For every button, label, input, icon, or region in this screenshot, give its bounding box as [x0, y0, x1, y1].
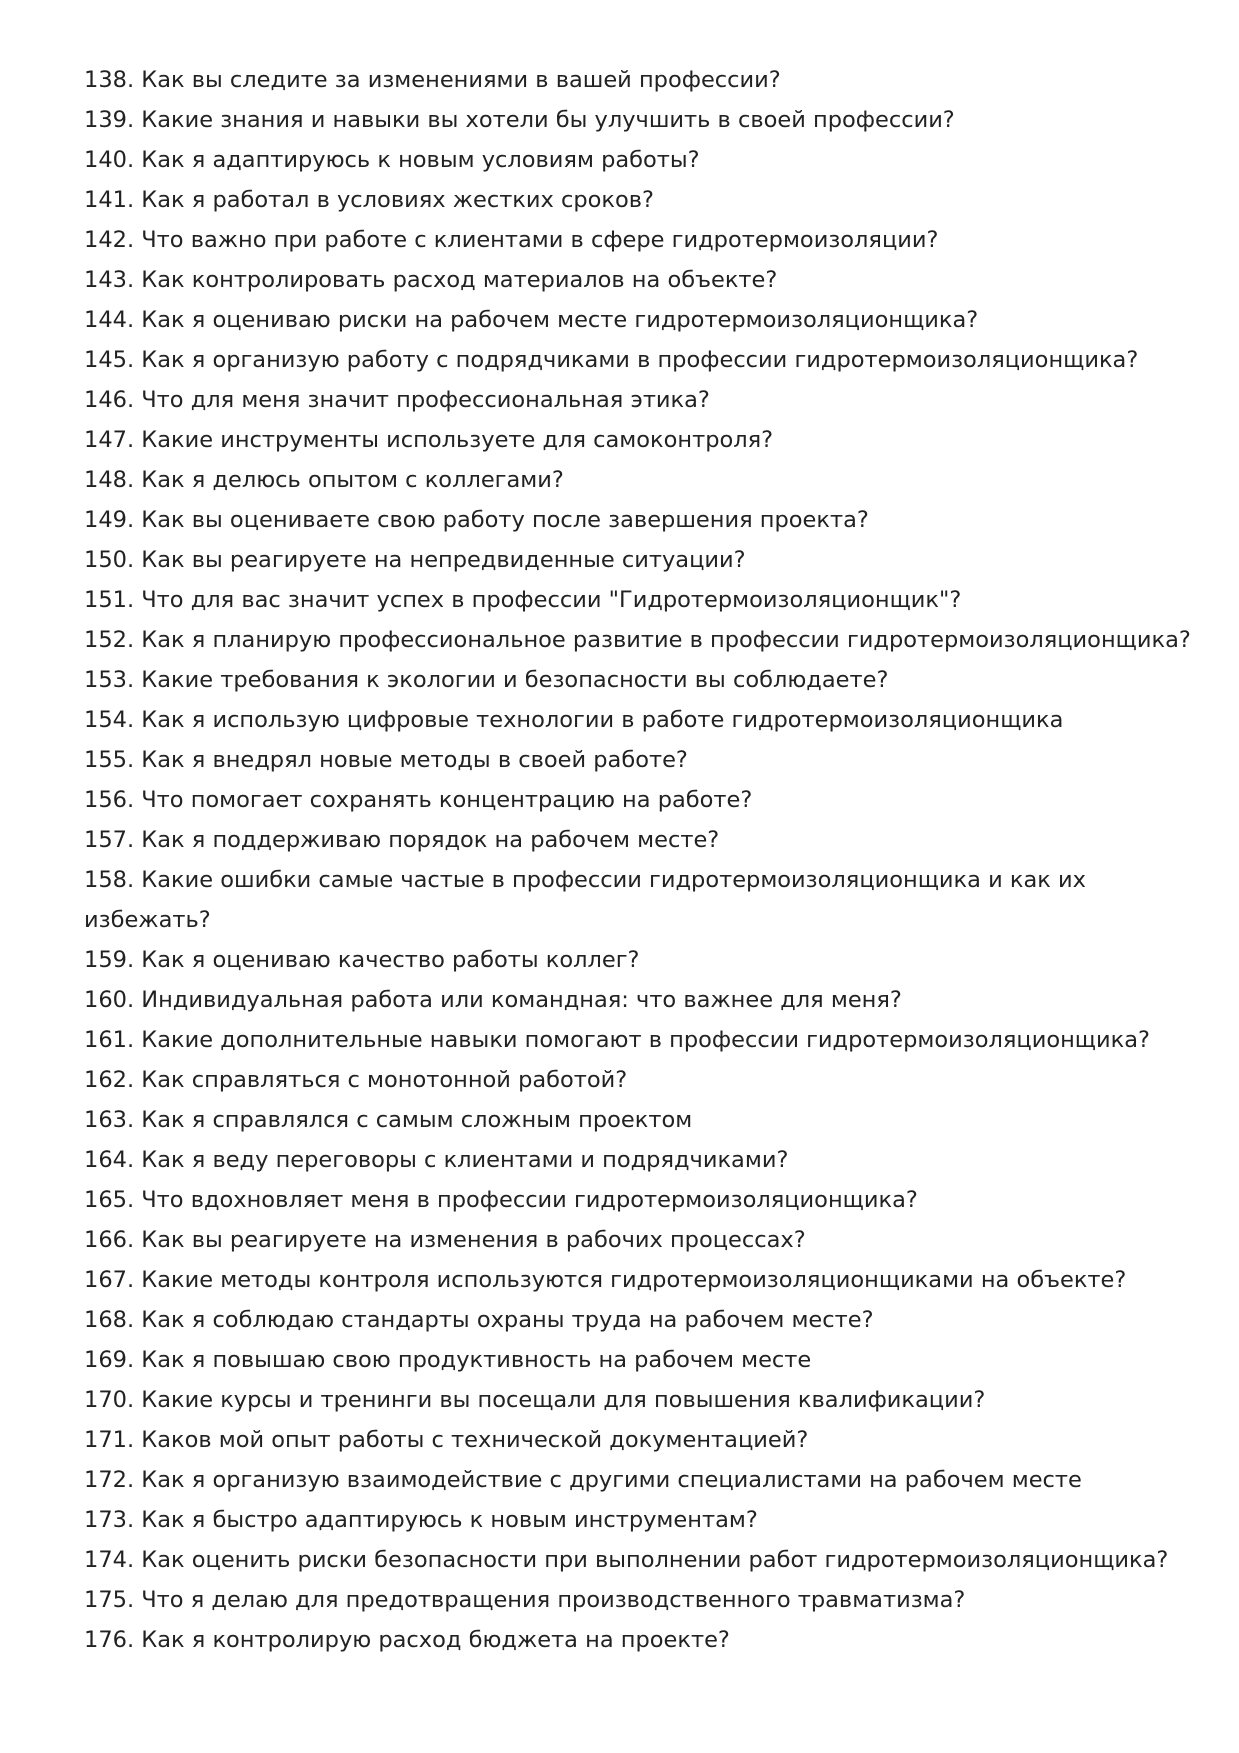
question-text: 168. Как я соблюдаю стандарты охраны труда на рабочем месте?: [84, 1307, 874, 1333]
question-item: [84, 1220, 1164, 1260]
question-item: [84, 580, 1164, 620]
question-item: [84, 1580, 1164, 1620]
question-text: 153. Какие требования к экологии и безопасности вы соблюдаете?: [84, 667, 889, 693]
question-text: избежать?: [84, 907, 211, 933]
question-text: 169. Как я повышаю свою продуктивность на рабочем месте: [84, 1347, 812, 1373]
question-text: 158. Какие ошибки самые частые в профессии гидротермоизоляционщика и как их: [84, 867, 1086, 893]
question-item: [84, 380, 1164, 420]
question-text: 141. Как я работал в условиях жестких сроков?: [84, 187, 654, 213]
question-item: [84, 100, 1164, 140]
question-item: [84, 260, 1164, 300]
question-item: [84, 460, 1164, 500]
question-item: [84, 540, 1164, 580]
question-text: 160. Индивидуальная работа или командная: что важнее для меня?: [84, 987, 902, 1013]
question-item: [84, 1020, 1164, 1060]
question-continuation: [84, 900, 1164, 940]
question-text: 166. Как вы реагируете на изменения в рабочих процессах?: [84, 1227, 806, 1253]
question-item: [84, 1540, 1169, 1580]
question-text: 151. Что для вас значит успех в профессии "Гидротермоизоляционщик"?: [84, 587, 962, 613]
question-item: [84, 740, 1164, 780]
question-item: [84, 180, 1164, 220]
question-item: [84, 780, 1164, 820]
question-text: 156. Что помогает сохранять концентрацию на работе?: [84, 787, 753, 813]
question-text: 138. Как вы следите за изменениями в вашей профессии?: [84, 67, 781, 93]
question-text: 175. Что я делаю для предотвращения производственного травматизма?: [84, 1587, 966, 1613]
question-item: [84, 660, 1164, 700]
question-item: [84, 620, 1191, 660]
question-text: 167. Какие методы контроля используются гидротермоизоляционщиками на объекте?: [84, 1267, 1127, 1293]
question-text: 164. Как я веду переговоры с клиентами и подрядчиками?: [84, 1147, 789, 1173]
question-item: [84, 1100, 1164, 1140]
question-text: 145. Как я организую работу с подрядчиками в профессии гидротермоизоляционщика?: [84, 347, 1139, 373]
question-text: 142. Что важно при работе с клиентами в сфере гидротермоизоляции?: [84, 227, 939, 253]
question-item: [84, 500, 1164, 540]
question-text: 165. Что вдохновляет меня в профессии гидротермоизоляционщика?: [84, 1187, 918, 1213]
question-text: 170. Какие курсы и тренинги вы посещали для повышения квалификации?: [84, 1387, 986, 1413]
question-text: 152. Как я планирую профессиональное развитие в профессии гидротермоизоляционщика?: [84, 627, 1191, 653]
question-item: [84, 1500, 1164, 1540]
question-text: 155. Как я внедрял новые методы в своей работе?: [84, 747, 688, 773]
question-text: 159. Как я оцениваю качество работы коллег?: [84, 947, 640, 973]
question-text: 162. Как справляться с монотонной работой?: [84, 1067, 628, 1093]
question-text: 140. Как я адаптируюсь к новым условиям работы?: [84, 147, 700, 173]
question-item: [84, 1420, 1164, 1460]
question-item: [84, 1260, 1164, 1300]
question-text: 176. Как я контролирую расход бюджета на проекте?: [84, 1627, 730, 1653]
question-item: [84, 1460, 1164, 1500]
question-list: [84, 60, 1191, 1660]
question-text: 172. Как я организую взаимодействие с другими специалистами на рабочем месте: [84, 1467, 1082, 1493]
question-item: [84, 860, 1164, 900]
question-item: [84, 220, 1164, 260]
question-text: 163. Как я справлялся с самым сложным проектом: [84, 1107, 693, 1133]
question-text: 161. Какие дополнительные навыки помогают в профессии гидротермоизоляционщика?: [84, 1027, 1150, 1053]
question-item: [84, 700, 1164, 740]
question-text: 154. Как я использую цифровые технологии в работе гидротермоизоляционщика: [84, 707, 1064, 733]
question-text: 171. Каков мой опыт работы с технической документацией?: [84, 1427, 809, 1453]
question-item: [84, 420, 1164, 460]
question-item: [84, 300, 1164, 340]
question-text: 139. Какие знания и навыки вы хотели бы улучшить в своей профессии?: [84, 107, 955, 133]
question-text: 150. Как вы реагируете на непредвиденные ситуации?: [84, 547, 746, 573]
question-text: 173. Как я быстро адаптируюсь к новым инструментам?: [84, 1507, 758, 1533]
question-text: 144. Как я оцениваю риски на рабочем месте гидротермоизоляционщика?: [84, 307, 979, 333]
question-text: 148. Как я делюсь опытом с коллегами?: [84, 467, 564, 493]
question-item: [84, 60, 1164, 100]
question-text: 146. Что для меня значит профессиональная этика?: [84, 387, 710, 413]
question-item: [84, 340, 1164, 380]
question-text: 157. Как я поддерживаю порядок на рабочем месте?: [84, 827, 720, 853]
question-text: 147. Какие инструменты используете для самоконтроля?: [84, 427, 774, 453]
question-item: [84, 980, 1164, 1020]
question-item: [84, 1300, 1164, 1340]
question-item: [84, 1620, 1164, 1660]
question-item: [84, 1340, 1164, 1380]
question-item: [84, 1140, 1164, 1180]
question-item: [84, 940, 1164, 980]
question-text: 143. Как контролировать расход материалов на объекте?: [84, 267, 778, 293]
question-item: [84, 1180, 1164, 1220]
question-text: 149. Как вы оцениваете свою работу после завершения проекта?: [84, 507, 869, 533]
document-page: [84, 60, 1191, 1660]
question-text: 174. Как оценить риски безопасности при выполнении работ гидротермоизоляционщика?: [84, 1547, 1169, 1573]
question-item: [84, 1060, 1164, 1100]
question-item: [84, 1380, 1164, 1420]
question-item: [84, 820, 1164, 860]
question-item: [84, 140, 1164, 180]
